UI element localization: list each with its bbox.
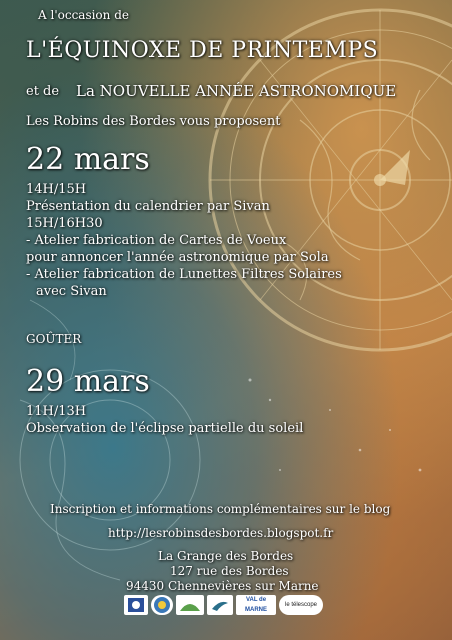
time-slot-3: 11H/13H — [26, 404, 87, 419]
info-text: Inscription et informations complémentaires sur le blog — [50, 502, 391, 516]
activity-1: Présentation du calendrier par Sivan — [26, 199, 270, 214]
logo-green — [176, 595, 204, 615]
date-29-mars: 29 mars — [26, 364, 150, 399]
title-prefix: et de — [26, 84, 60, 99]
logo-seal — [124, 595, 148, 615]
blog-link[interactable]: http://lesrobinsdesbordes.blogspot.fr — [108, 526, 334, 540]
activity-3-line-1: - Atelier fabrication de Lunettes Filtres Solaires — [26, 267, 342, 282]
time-slot-1: 14H/15H — [26, 182, 87, 197]
intro-text: A l'occasion de — [38, 8, 129, 22]
activity-eclipse: Observation de l'éclipse partielle du soleil — [26, 421, 304, 436]
logo-val-de-marne: VAL de MARNE — [236, 595, 276, 615]
venue-street: 127 rue des Bordes — [170, 564, 289, 578]
logo-circle — [151, 595, 173, 615]
event-subtitle: La NOUVELLE ANNÉE ASTRONOMIQUE — [76, 82, 397, 100]
venue-name: La Grange des Bordes — [158, 549, 294, 563]
sponsor-logos — [124, 595, 324, 617]
activity-3-line-2: avec Sivan — [36, 284, 107, 299]
time-slot-2: 15H/16H30 — [26, 216, 103, 231]
activity-2-line-2: pour annoncer l'année astronomique par Sola — [26, 250, 329, 265]
logo-telescope: le télescope — [279, 595, 323, 615]
presenter-text: Les Robins des Bordes vous proposent — [26, 114, 281, 129]
date-22-mars: 22 mars — [26, 142, 150, 177]
logo-bird — [207, 595, 233, 615]
activity-2-line-1: - Atelier fabrication de Cartes de Voeux — [26, 233, 287, 248]
venue-city: 94430 Chennevières sur Marne — [126, 579, 319, 593]
snack-label: GOÛTER — [26, 332, 82, 346]
event-title: L'ÉQUINOXE DE PRINTEMPS — [26, 38, 379, 63]
